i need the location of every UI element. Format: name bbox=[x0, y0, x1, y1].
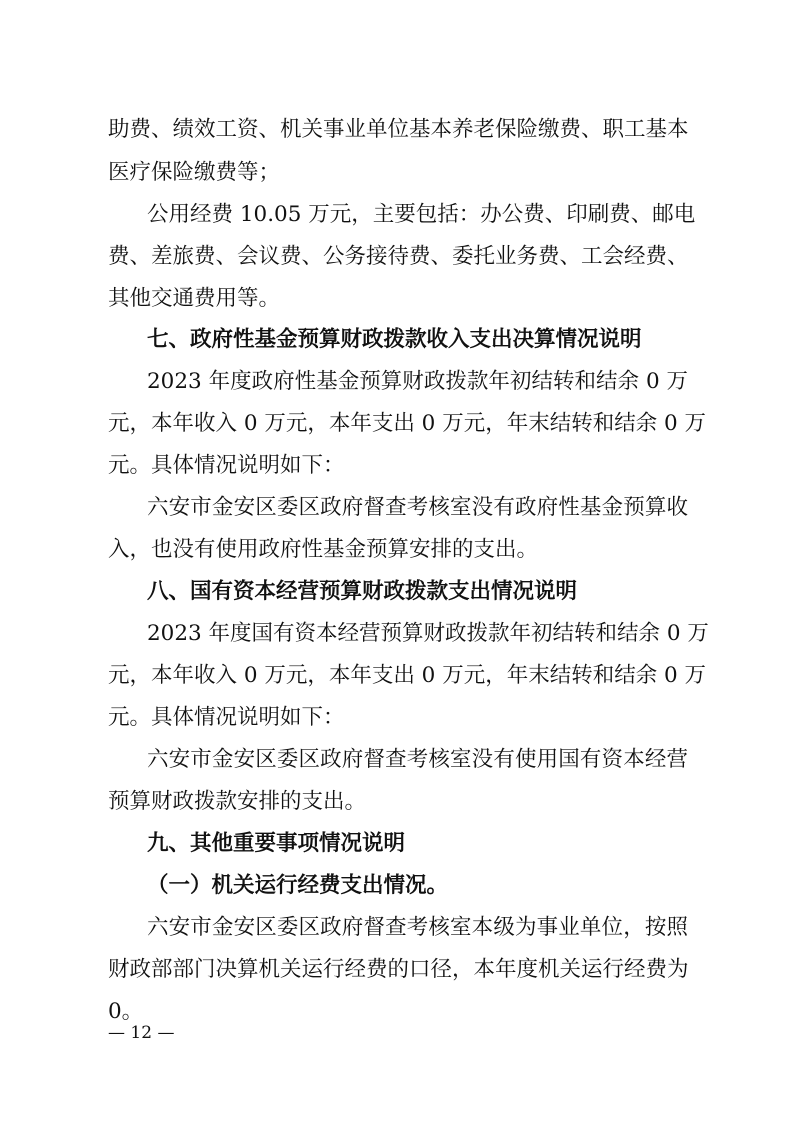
body-text-line: 费、差旅费、会议费、公务接待费、委托业务费、工会经费、 bbox=[108, 244, 689, 269]
body-text-line: 助费、绩效工资、机关事业单位基本养老保险缴费、职工基本 bbox=[108, 117, 689, 142]
body-text-line: 2023 年度政府性基金预算财政拨款年初结转和结余 0 万 bbox=[147, 369, 688, 394]
section-heading: 七、政府性基金预算财政拨款收入支出决算情况说明 bbox=[147, 327, 642, 352]
section-heading: 九、其他重要事项情况说明 bbox=[147, 831, 406, 856]
body-text-line: 入，也没有使用政府性基金预算安排的支出。 bbox=[108, 537, 539, 562]
body-text-line: 医疗保险缴费等； bbox=[108, 160, 281, 185]
subsection-heading: （一）机关运行经费支出情况。 bbox=[147, 873, 449, 898]
body-text-line: 0。 bbox=[108, 999, 144, 1024]
body-text-line: 财政部部门决算机关运行经费的口径，本年度机关运行经费为 bbox=[108, 957, 689, 982]
body-text-line: 元，本年收入 0 万元，本年支出 0 万元，年末结转和结余 0 万 bbox=[108, 663, 707, 688]
body-text-line: 元。具体情况说明如下： bbox=[108, 453, 345, 478]
body-text-line: 六安市金安区委区政府督查考核室没有使用国有资本经营 bbox=[147, 747, 688, 772]
body-text-line: 六安市金安区委区政府督查考核室没有政府性基金预算收 bbox=[147, 495, 688, 520]
page-number: — 12 — bbox=[108, 1023, 175, 1043]
body-text-line: 元，本年收入 0 万元，本年支出 0 万元，年末结转和结余 0 万 bbox=[108, 411, 707, 436]
body-text-line: 公用经费 10.05 万元，主要包括：办公费、印刷费、邮电 bbox=[147, 202, 696, 227]
body-text-line: 六安市金安区委区政府督查考核室本级为事业单位，按照 bbox=[147, 915, 688, 940]
body-text-line: 元。具体情况说明如下： bbox=[108, 705, 345, 730]
body-text-line: 其他交通费用等。 bbox=[108, 286, 281, 311]
body-text-line: 2023 年度国有资本经营预算财政拨款年初结转和结余 0 万 bbox=[147, 621, 709, 646]
section-heading: 八、国有资本经营预算财政拨款支出情况说明 bbox=[147, 579, 578, 604]
body-text-line: 预算财政拨款安排的支出。 bbox=[108, 789, 367, 814]
